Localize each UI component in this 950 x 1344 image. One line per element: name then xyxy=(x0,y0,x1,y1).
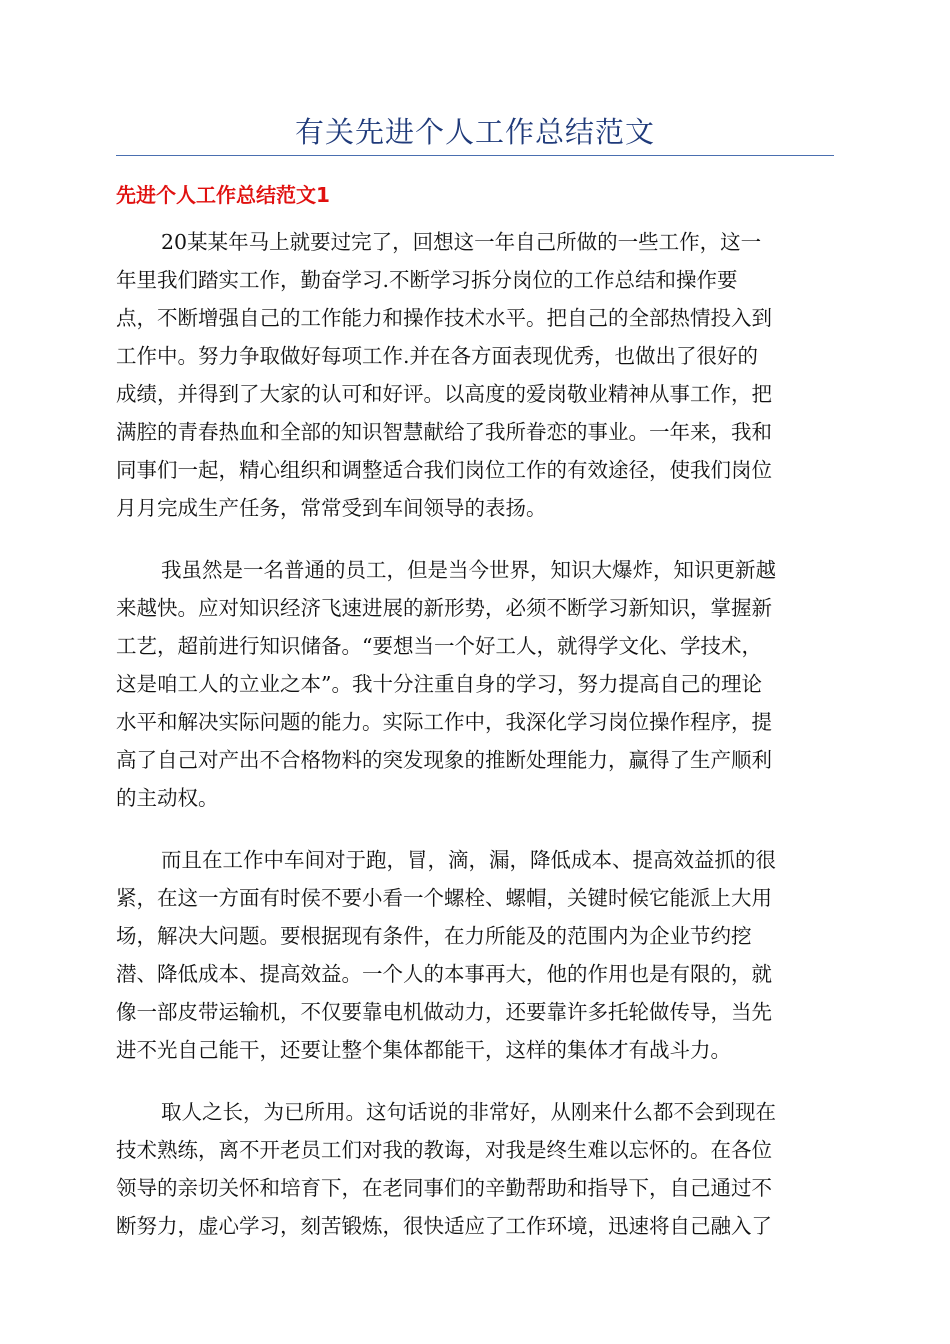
text-line: 年里我们踏实工作，勤奋学习.不断学习拆分岗位的工作总结和操作要 xyxy=(116,268,738,292)
document-title: 有关先进个人工作总结范文 xyxy=(294,115,655,149)
text-line: 我虽然是一名普通的员工，但是当今世界，知识大爆炸，知识更新越 xyxy=(161,558,776,582)
text-line: 技术熟练，离不开老员工们对我的教诲，对我是终生难以忘怀的。在各位 xyxy=(116,1138,772,1162)
text-line: 同事们一起，精心组织和调整适合我们岗位工作的有效途径，使我们岗位 xyxy=(116,458,772,482)
title-underline xyxy=(116,155,834,156)
text-line: 水平和解决实际问题的能力。实际工作中，我深化学习岗位操作程序，提 xyxy=(116,710,772,734)
text-line: 成绩，并得到了大家的认可和好评。以高度的爱岗敬业精神从事工作，把 xyxy=(116,382,772,406)
text-line: 而且在工作中车间对于跑，冒，滴，漏，降低成本、提高效益抓的很 xyxy=(161,848,776,872)
text-line: 月月完成生产任务，常常受到车间领导的表扬。 xyxy=(116,496,547,520)
text-line: 高了自己对产出不合格物料的突发现象的推断处理能力，赢得了生产顺利 xyxy=(116,748,772,772)
text-line: 工作中。努力争取做好每项工作.并在各方面表现优秀，也做出了很好的 xyxy=(116,344,759,368)
text-line: 领导的亲切关怀和培育下，在老同事们的辛勤帮助和指导下，自己通过不 xyxy=(116,1176,772,1200)
paragraph-2 xyxy=(116,551,838,817)
text-line: 进不光自己能干，还要让整个集体都能干，这样的集体才有战斗力。 xyxy=(116,1038,731,1062)
text-line: 像一部皮带运输机，不仅要靠电机做动力，还要靠许多托轮做传导，当先 xyxy=(116,1000,772,1024)
text-line: 工艺，超前进行知识储备。“要想当一个好工人，就得学文化、学技术， xyxy=(116,634,762,658)
section-heading: 先进个人工作总结范文1 xyxy=(116,183,330,207)
text-line: 来越快。应对知识经济飞速进展的新形势，必须不断学习新知识，掌握新 xyxy=(116,596,772,620)
text-line: 取人之长，为已所用。这句话说的非常好，从刚来什么都不会到现在 xyxy=(161,1100,776,1124)
paragraph-4 xyxy=(116,1093,838,1245)
paragraph-3 xyxy=(116,841,838,1069)
text-line: 的主动权。 xyxy=(116,786,219,810)
text-line: 场，解决大问题。要根据现有条件，在力所能及的范围内为企业节约挖 xyxy=(116,924,752,948)
text-line: 20某某年马上就要过完了，回想这一年自己所做的一些工作，这一 xyxy=(161,230,762,254)
text-line: 紧，在这一方面有时侯不要小看一个螺栓、螺帽，关键时候它能派上大用 xyxy=(116,886,772,910)
text-line: 潜、降低成本、提高效益。一个人的本事再大，他的作用也是有限的，就 xyxy=(116,962,772,986)
text-line: 这是咱工人的立业之本”。我十分注重自身的学习，努力提高自己的理论 xyxy=(116,672,762,696)
text-line: 断努力，虚心学习，刻苦锻炼，很快适应了工作环境，迅速将自己融入了 xyxy=(116,1214,772,1238)
text-line: 满腔的青春热血和全部的知识智慧献给了我所眷恋的事业。一年来，我和 xyxy=(116,420,772,444)
document-body xyxy=(116,223,838,1269)
text-line: 点，不断增强自己的工作能力和操作技术水平。把自己的全部热情投入到 xyxy=(116,306,772,330)
paragraph-1 xyxy=(116,223,838,527)
